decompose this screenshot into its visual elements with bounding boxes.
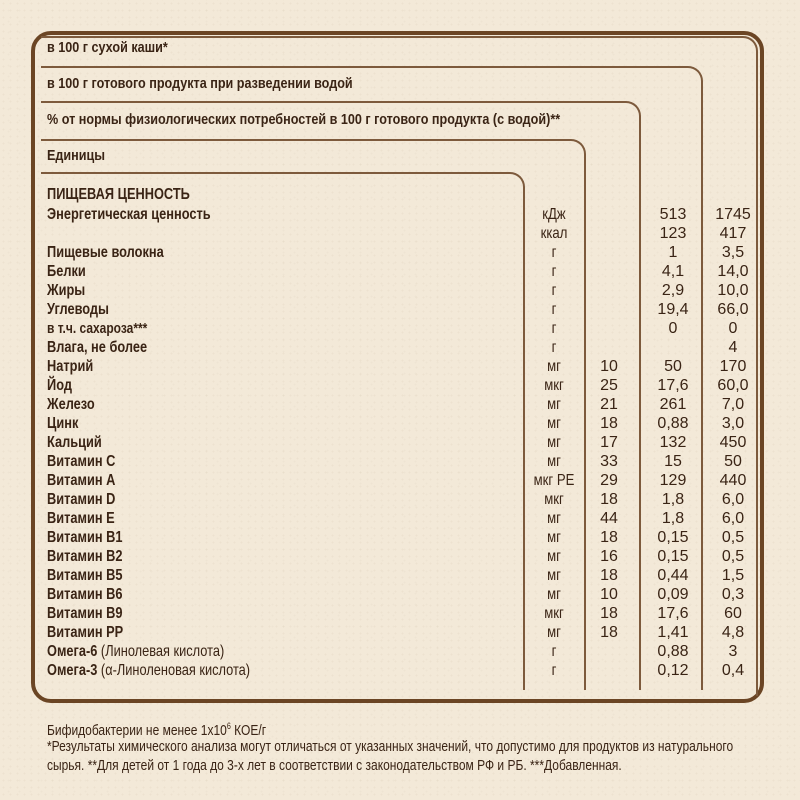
dry-product-value: 10,0	[717, 282, 749, 299]
table-row	[0, 224, 800, 243]
nutrient-unit: г	[551, 244, 557, 261]
dry-product-value: 1,5	[721, 567, 745, 584]
nutrient-name	[47, 604, 122, 623]
table-row	[0, 604, 800, 623]
nutrient-unit: г	[551, 263, 557, 280]
nutrient-unit: мкг	[544, 377, 564, 394]
nutrient-name-main: Жиры	[47, 282, 86, 299]
nutrient-name-main: Витамин С	[47, 453, 116, 470]
nutrient-name	[47, 262, 86, 281]
nutrient-name	[47, 433, 102, 452]
dry-product-value: 3,5	[721, 244, 745, 261]
nutrient-name-main: Витамин В6	[47, 586, 123, 603]
dry-product-value: 6,0	[721, 510, 745, 527]
table-row	[0, 338, 800, 357]
footnote-line-1: *Результаты химического анализа могут отличаться от указанных значений, что допустимо для продуктов из натурального	[47, 738, 734, 755]
ready-product-value: 0,44	[657, 567, 689, 584]
nutrient-name-main: Железо	[47, 396, 95, 413]
bifido-suffix: КОЕ/г	[230, 722, 267, 739]
nutrient-name-main: Витамин Е	[47, 510, 115, 527]
dry-product-value: 4,8	[721, 624, 745, 641]
bifido-note	[47, 717, 266, 740]
nutrient-unit: г	[551, 339, 557, 356]
table-row	[0, 376, 800, 395]
ready-product-value: 17,6	[657, 377, 689, 394]
ready-product-value: 1,8	[661, 491, 685, 508]
nutrient-name-main: Цинк	[47, 415, 79, 432]
nutrient-unit: мг	[547, 548, 561, 565]
ready-product-value: 261	[659, 396, 687, 413]
dry-product-value: 50	[724, 453, 742, 470]
nutrient-name	[47, 623, 123, 642]
nutrient-name	[47, 452, 115, 471]
bifido-prefix: Бифидобактерии не менее 1х10	[47, 722, 227, 739]
nutrient-name-main: Витамин D	[47, 491, 116, 508]
table-row	[0, 205, 800, 224]
nutrient-unit: мг	[547, 586, 561, 603]
nutrient-name	[47, 642, 224, 661]
table-row	[0, 433, 800, 452]
nutrient-unit: мг	[547, 624, 561, 641]
nutrient-name-main: Омега-3	[47, 662, 98, 679]
nutrient-unit: кДж	[542, 206, 566, 223]
dry-product-value: 1745	[715, 206, 751, 223]
dry-product-value: 417	[719, 225, 747, 242]
table-row	[0, 528, 800, 547]
percent-norm-value: 18	[600, 624, 618, 641]
nutrient-name	[47, 414, 78, 433]
table-row	[0, 300, 800, 319]
nutrient-name	[47, 281, 85, 300]
dry-product-value: 14,0	[717, 263, 749, 280]
nutrient-name-main: Витамин РР	[47, 624, 124, 641]
nutrient-name-detail: (α-Линоленовая кислота)	[97, 662, 251, 679]
ready-product-value: 0,15	[657, 529, 689, 546]
ready-product-value: 129	[659, 472, 687, 489]
table-row	[0, 262, 800, 281]
header-dry-100g: в 100 г сухой каши*	[47, 39, 168, 56]
nutrient-name	[47, 471, 115, 490]
nutrient-unit: г	[551, 282, 557, 299]
table-row	[0, 490, 800, 509]
dry-product-value: 0	[728, 320, 738, 337]
ready-product-value: 0	[668, 320, 678, 337]
table-row	[0, 566, 800, 585]
nutrient-unit: мг	[547, 434, 561, 451]
ready-product-value: 0,88	[657, 415, 689, 432]
bifido-exponent: 6	[226, 721, 231, 731]
nutrient-name	[47, 395, 95, 414]
nutrient-unit: г	[551, 643, 557, 660]
nutrient-name	[47, 376, 72, 395]
table-row	[0, 452, 800, 471]
ready-product-value: 513	[659, 206, 687, 223]
ready-product-value: 1	[668, 244, 678, 261]
table-row	[0, 509, 800, 528]
dry-product-value: 0,4	[721, 662, 745, 679]
dry-product-value: 60	[724, 605, 742, 622]
dry-product-value: 3	[728, 643, 738, 660]
table-row	[0, 414, 800, 433]
nutrient-name-main: Омега-6	[47, 643, 98, 660]
ready-product-value: 1,41	[657, 624, 689, 641]
percent-norm-value: 18	[600, 567, 618, 584]
table-row	[0, 642, 800, 661]
header-percent-norm: % от нормы физиологических потребностей в 100 г готового продукта (с водой)**	[47, 111, 561, 128]
nutrient-unit: мг	[547, 415, 561, 432]
nutrient-unit: мг	[547, 510, 561, 527]
nutrient-name	[47, 509, 115, 528]
header-units: Единицы	[47, 147, 106, 164]
ready-product-value: 0,15	[657, 548, 689, 565]
ready-product-value: 17,6	[657, 605, 689, 622]
table-row	[0, 661, 800, 680]
ready-product-value: 1,8	[661, 510, 685, 527]
nutrient-name-main: Витамин А	[47, 472, 116, 489]
nutrient-unit: г	[551, 320, 557, 337]
dry-product-value: 0,5	[721, 529, 745, 546]
dry-product-value: 4	[728, 339, 738, 356]
percent-norm-value: 18	[600, 415, 618, 432]
nutrient-name-main: Витамин В9	[47, 605, 123, 622]
nutrient-name-detail: (Линолевая кислота)	[97, 643, 225, 660]
ready-product-value: 2,9	[661, 282, 685, 299]
nutrient-name	[47, 547, 122, 566]
table-row	[0, 471, 800, 490]
percent-norm-value: 17	[600, 434, 618, 451]
ready-product-value: 50	[664, 358, 682, 375]
table-row	[0, 319, 800, 338]
percent-norm-value: 29	[600, 472, 618, 489]
nutrient-unit: мг	[547, 529, 561, 546]
dry-product-value: 0,3	[721, 586, 745, 603]
ready-product-value: 0,88	[657, 643, 689, 660]
nutrient-name-main: Пищевые волокна	[47, 244, 164, 261]
nutrient-name	[47, 300, 109, 319]
nutrient-unit: мг	[547, 396, 561, 413]
nutrient-unit: мкг	[544, 491, 564, 508]
percent-norm-value: 44	[600, 510, 618, 527]
nutrient-unit: мкг РЕ	[533, 472, 575, 489]
dry-product-value: 6,0	[721, 491, 745, 508]
nutrient-name	[47, 338, 147, 357]
nutrient-name	[47, 661, 250, 680]
nutrient-name	[47, 528, 122, 547]
dry-product-value: 66,0	[717, 301, 749, 318]
percent-norm-value: 10	[600, 358, 618, 375]
percent-norm-value: 18	[600, 529, 618, 546]
nutrient-name-main: Белки	[47, 263, 86, 280]
nutrient-unit: мг	[547, 358, 561, 375]
nutrient-name	[47, 319, 147, 338]
nutrient-name	[47, 585, 122, 604]
table-row	[0, 623, 800, 642]
nutrient-unit: мг	[547, 453, 561, 470]
header-ready-100g: в 100 г готового продукта при разведении водой	[47, 75, 353, 92]
nutrient-name-main: в т.ч. сахароза***	[47, 320, 148, 337]
nutrient-name	[47, 205, 211, 224]
dry-product-value: 60,0	[717, 377, 749, 394]
dry-product-value: 170	[719, 358, 747, 375]
dry-product-value: 0,5	[721, 548, 745, 565]
dry-product-value: 3,0	[721, 415, 745, 432]
nutrient-name-main: Натрий	[47, 358, 94, 375]
table-row	[0, 585, 800, 604]
nutrient-unit: мкг	[544, 605, 564, 622]
nutrient-name	[47, 357, 93, 376]
ready-product-value: 132	[659, 434, 687, 451]
nutrient-name-main: Витамин В5	[47, 567, 123, 584]
ready-product-value: 4,1	[661, 263, 685, 280]
ready-product-value: 15	[664, 453, 682, 470]
table-row	[0, 243, 800, 262]
nutrient-name	[47, 566, 122, 585]
table-row	[0, 547, 800, 566]
nutrient-name	[47, 243, 164, 262]
table-row	[0, 281, 800, 300]
nutrient-name-main: Кальций	[47, 434, 102, 451]
nutrient-name-main: Углеводы	[47, 301, 109, 318]
percent-norm-value: 10	[600, 586, 618, 603]
nutrient-name-main: Энергетическая ценность	[47, 206, 211, 223]
nutrient-unit: г	[551, 662, 557, 679]
nutrient-unit: ккал	[540, 225, 568, 242]
footnote-line-2: сырья. **Для детей от 1 года до 3-х лет в соответствии с законодательством РФ и РБ. ***Добавленная.	[47, 757, 622, 774]
percent-norm-value: 16	[600, 548, 618, 565]
percent-norm-value: 18	[600, 491, 618, 508]
dry-product-value: 450	[719, 434, 747, 451]
section-title: ПИЩЕВАЯ ЦЕННОСТЬ	[47, 186, 190, 203]
percent-norm-value: 18	[600, 605, 618, 622]
percent-norm-value: 21	[600, 396, 618, 413]
nutrient-name-main: Витамин В1	[47, 529, 123, 546]
percent-norm-value: 33	[600, 453, 618, 470]
ready-product-value: 19,4	[657, 301, 689, 318]
dry-product-value: 440	[719, 472, 747, 489]
table-row	[0, 357, 800, 376]
nutrient-name-main: Влага, не более	[47, 339, 148, 356]
nutrient-name-main: Йод	[47, 377, 72, 394]
percent-norm-value: 25	[600, 377, 618, 394]
table-row	[0, 395, 800, 414]
ready-product-value: 0,12	[657, 662, 689, 679]
nutrient-name-main: Витамин В2	[47, 548, 123, 565]
nutrient-unit: мг	[547, 567, 561, 584]
nutrient-name	[47, 490, 115, 509]
ready-product-value: 0,09	[657, 586, 689, 603]
ready-product-value: 123	[659, 225, 687, 242]
dry-product-value: 7,0	[721, 396, 745, 413]
nutrient-unit: г	[551, 301, 557, 318]
